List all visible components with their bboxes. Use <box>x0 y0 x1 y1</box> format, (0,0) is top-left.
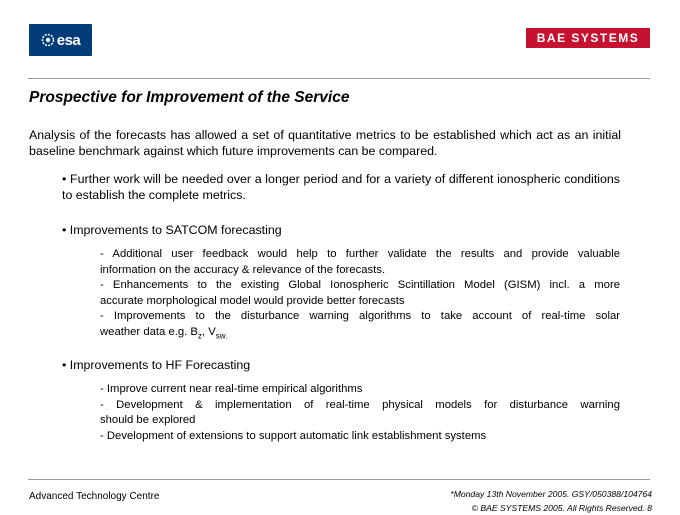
hf-line-2: - Development & implementation of real-time physical models for disturbance warning <box>100 398 620 411</box>
satcom-line-6 <box>100 325 620 344</box>
bae-systems-logo <box>526 28 650 48</box>
satcom-line-5: - Improvements to the disturbance warning algorithms to take account of real-time solar <box>100 310 620 323</box>
hf-line-3: should be explored <box>100 414 196 427</box>
bullet-further-work: • Further work will be needed over a longer period and for a variety of different ionospheric conditions to establish the complete metrics. <box>62 172 620 202</box>
bae-logo-text: BAE SYSTEMS <box>536 31 640 45</box>
subscript-sw: sw. <box>215 331 228 341</box>
satcom-line-4: accurate morphological model would provide better forecasts <box>100 294 405 307</box>
satcom-line-1: - Additional user feedback would help to further validate the results and provide valuable <box>100 248 620 260</box>
hf-sublist <box>100 382 620 444</box>
satcom-line-2: information on the accuracy & relevance of the forecasts. <box>100 263 386 276</box>
subscript-z: z <box>197 331 202 341</box>
heading-satcom: • Improvements to SATCOM forecasting <box>62 223 282 237</box>
satcom-line-6-sep: , V <box>201 325 216 338</box>
footer-department: Advanced Technology Centre <box>29 491 160 502</box>
esa-emblem-icon <box>41 33 55 47</box>
satcom-line-6-text: weather data e.g. B <box>100 325 198 338</box>
satcom-sublist <box>100 247 620 344</box>
footer-copyright: © BAE SYSTEMS 2005. All Rights Reserved. 8 <box>471 503 652 513</box>
header-divider <box>28 78 650 79</box>
footer-divider <box>28 479 650 480</box>
intro-paragraph: Analysis of the forecasts has allowed a set of quantitative metrics to be established which act as an initial baseline benchmark against which future improvements can be compared. <box>29 128 621 158</box>
heading-hf: • Improvements to HF Forecasting <box>62 358 251 372</box>
footer-date-ref: *Monday 13th November 2005. GSY/050388/104764 <box>450 489 652 499</box>
hf-line-1: - Improve current near real-time empirical algorithms <box>100 383 363 395</box>
satcom-line-3: - Enhancements to the existing Global Ionospheric Scintillation Model (GISM) incl. a more <box>100 279 620 292</box>
slide-title: Prospective for Improvement of the Service <box>29 89 350 106</box>
hf-line-4: - Development of extensions to support automatic link establishment systems <box>100 429 487 442</box>
esa-logo-text: esa <box>56 31 81 49</box>
esa-logo <box>29 24 92 56</box>
